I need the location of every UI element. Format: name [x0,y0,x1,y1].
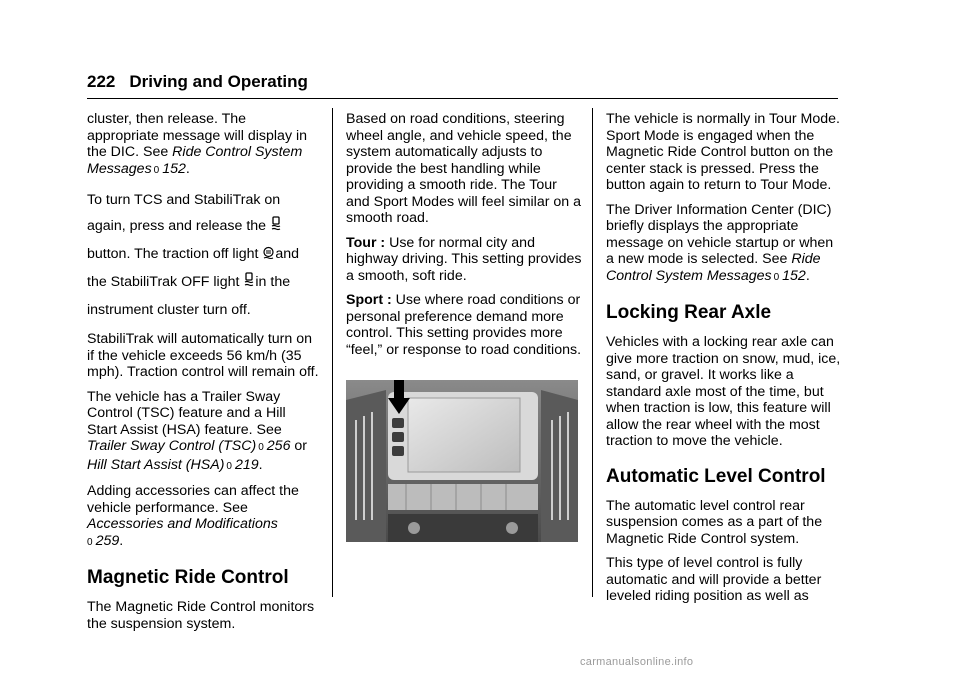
page-reference[interactable]: 219 [234,456,259,473]
page-ref-symbol: 0 [258,442,264,453]
text: cluster, then release. The appropriate message will display in the DIC. See [87,111,308,160]
cross-reference-link[interactable]: Ride Control System Messages [87,144,303,177]
paragraph: The vehicle is normally in Tour Mode. Sport Mode is engaged when the Magnetic Ride Control button on the center stack is pressed. Press the button again to return to Tour Mode. [606,111,840,193]
text: The Driver Information Center (DIC) briefly displays the appropriate message on vehicle startup or when a new mode is selected. See [606,201,834,267]
paragraph: This type of level control is fully automatic and will provide a better leveled riding position as well as [606,555,822,604]
paragraph: The Driver Information Center (DIC) briefly displays the appropriate message on vehicle startup or when a new mode is selected. See Ride Control System Messages 0 152. [606,201,834,284]
text: and [275,246,300,262]
section-title: Driving and Operating [129,72,308,91]
text: in the [255,274,291,290]
page-number: 222 [87,72,116,91]
term-label: Tour : [346,234,386,251]
column-2 [346,111,582,542]
traction-light-icon [263,243,274,269]
paragraph: The automatic level control rear suspension comes as a part of the Magnetic Ride Control system. [606,497,823,547]
page-ref-symbol: 0 [773,271,780,283]
traction-control-off-icon [271,215,281,241]
watermark: carmanualsonline.info [580,656,694,668]
term-label: Sport : [346,292,392,308]
section-heading: Automatic Level Control [606,465,826,487]
column-divider [332,108,333,597]
paragraph: cluster, then release. The appropriate message will display in the DIC. See Ride Control System Messages 0 152. [87,111,308,177]
paragraph: StabiliTrak will automatically turn on if the vehicle exceeds 56 km/h (35 mph). Traction control will remain off. [87,331,319,380]
cross-reference-link[interactable]: Trailer Sway Control (TSC) [87,438,257,454]
cross-reference-link[interactable]: Hill Start Assist (HSA) [87,456,225,473]
center-stack-photo [346,380,578,542]
page-reference[interactable]: 152 [162,160,186,177]
page-ref-symbol: 0 [87,536,93,548]
text: instrument cluster turn off. [87,302,251,318]
section-heading: Magnetic Ride Control [87,567,289,588]
cross-reference-link[interactable]: Ride Control System Messages [606,251,821,284]
paragraph: Vehicles with a locking rear axle can give more traction on snow, mud, ice, sand, or gravel. It works like a standard axle most of the time, but when traction is low, this feature will allow the rear wheel with the most traction to move the vehicle. [606,334,841,449]
text: Use where road conditions or personal preference demand more control. This setting provides more “feel,” or response to road conditions. [346,292,582,358]
text: Adding accessories can affect the vehicle performance. See [87,483,299,516]
text: button. The traction off light [87,246,259,262]
paragraph: The Magnetic Ride Control monitors the suspension system. [87,599,315,632]
text: Use for normal city and highway driving. This setting provides a smooth, soft ride. [346,234,582,284]
paragraph: Based on road conditions, steering wheel angle, and vehicle speed, the system automatically adjusts to provide the best handling while providing a smooth ride. The Tour and Sport Modes will feel similar on a smooth road. [346,111,581,226]
header-rule [87,98,838,99]
column-1 [87,111,319,640]
column-3 [606,111,842,613]
text: again, press and release the [87,218,267,234]
paragraph: The vehicle has a Trailer Sway Control (TSC) feature and a Hill Start Assist (HSA) feature. See Trailer Sway Control (TSC) 0 256 or Hill Start Assist (HSA) 0 219. [87,388,308,473]
paragraph [87,187,319,323]
column-divider [592,108,593,597]
section-heading: Locking Rear Axle [606,302,772,323]
text: the StabiliTrak OFF light [87,274,240,290]
page-reference[interactable]: 256 [266,438,291,454]
stabilitrak-off-icon [244,271,254,297]
paragraph [346,235,582,285]
text: To turn TCS and StabiliTrak on [87,192,281,208]
cross-reference-link[interactable]: Accessories and Modifications [87,516,278,532]
page-ref-symbol: 0 [153,164,160,176]
text: The vehicle has a Trailer Sway Control (TSC) feature and a Hill Start Assist (HSA) feature. See [87,388,286,438]
center-stack-illustration [346,380,578,542]
page-ref-symbol: 0 [226,460,232,472]
paragraph: Adding accessories can affect the vehicle performance. See Accessories and Modifications 0 259. [87,483,299,549]
page-reference[interactable]: 259 [95,532,120,549]
page-reference[interactable]: 152 [782,267,806,284]
text: or [290,438,308,454]
page-header [87,72,308,92]
paragraph [346,292,582,358]
